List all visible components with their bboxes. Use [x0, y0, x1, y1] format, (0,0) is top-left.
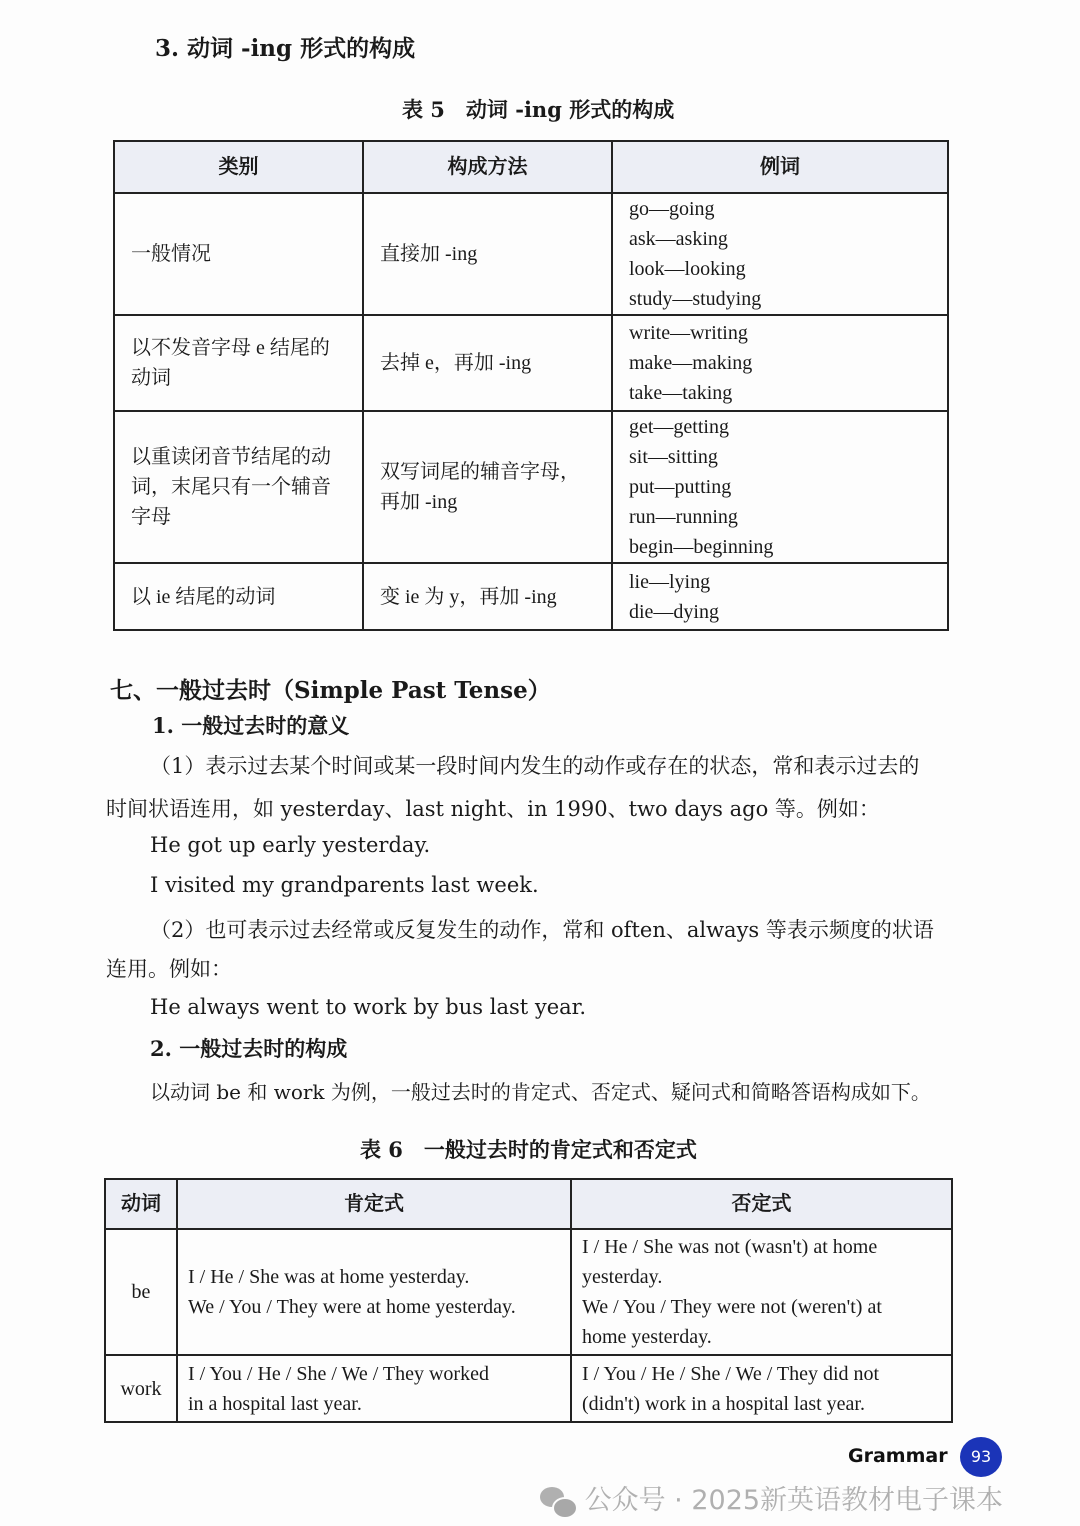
paragraph: （2）也可表示过去经常或反复发生的动作，常和 often、always 等表示频度的状语	[150, 918, 934, 942]
verb-cell: be	[105, 1229, 177, 1355]
example: lie—lying	[629, 570, 711, 593]
table-5-caption: 表 5 动词 -ing 形式的构成	[402, 97, 675, 122]
header-affirmative: 肯定式	[177, 1179, 571, 1229]
subheading-form: 2. 一般过去时的构成	[150, 1036, 348, 1061]
example: sit—sitting	[629, 446, 718, 468]
category-cell: 以 ie 结尾的动词	[114, 563, 363, 630]
header-examples: 例词	[612, 141, 948, 193]
examples-cell	[612, 563, 948, 630]
example-sentence: I visited my grandparents last week.	[150, 873, 539, 897]
example-sentence: He got up early yesterday.	[150, 833, 431, 857]
negative-cell	[571, 1229, 952, 1355]
watermark	[540, 1484, 1003, 1518]
table-5	[113, 140, 949, 631]
table-6	[104, 1178, 953, 1423]
sentence: I / He / She was at home yesterday.	[188, 1266, 470, 1288]
example: begin—beginning	[629, 536, 774, 558]
example: go—going	[629, 198, 715, 220]
wechat-icon	[540, 1487, 576, 1517]
table-row	[105, 1229, 952, 1355]
sentence: (didn't) work in a hospital last year.	[582, 1392, 865, 1415]
category-cell: 一般情况	[114, 193, 363, 315]
watermark-text: 公众号 · 2025新英语教材电子课本	[584, 1485, 1004, 1516]
header-category: 类别	[114, 141, 363, 193]
page-number: 93	[960, 1437, 1002, 1477]
example: put—putting	[629, 476, 732, 498]
table-row	[114, 411, 948, 563]
example-sentence: He always went to work by bus last year.	[150, 995, 587, 1019]
sentence: in a hospital last year.	[188, 1392, 362, 1415]
example: ask—asking	[629, 228, 728, 250]
method-cell: 去掉 e，再加 -ing	[363, 315, 612, 411]
subheading-meaning: 1. 一般过去时的意义	[152, 713, 350, 738]
sentence: I / You / He / She / We / They worked	[188, 1362, 489, 1385]
sentence: We / You / They were at home yesterday.	[188, 1296, 516, 1318]
paragraph: 以动词 be 和 work 为例，一般过去时的肯定式、否定式、疑问式和简略答语构成如下。	[150, 1080, 931, 1104]
sentence: home yesterday.	[582, 1326, 712, 1348]
examples-cell	[612, 411, 948, 563]
sentence: We / You / They were not (weren't) at	[582, 1296, 882, 1318]
affirmative-cell	[177, 1355, 571, 1422]
method-cell: 变 ie 为 y，再加 -ing	[363, 563, 612, 630]
examples-cell	[612, 315, 948, 411]
examples-cell	[612, 193, 948, 315]
table-row	[114, 563, 948, 630]
sentence: I / He / She was not (wasn't) at home	[582, 1236, 878, 1258]
negative-cell	[571, 1355, 952, 1422]
section-label: Grammar	[848, 1445, 948, 1467]
table-6-caption: 表 6 一般过去时的肯定式和否定式	[360, 1137, 697, 1162]
table-row	[114, 315, 948, 411]
example: run—running	[629, 506, 738, 528]
sentence: I / You / He / She / We / They did not	[582, 1362, 880, 1385]
paragraph: （1）表示过去某个时间或某一段时间内发生的动作或存在的状态，常和表示过去的	[150, 754, 920, 778]
example: die—dying	[629, 600, 719, 623]
paragraph: 时间状语连用，如 yesterday、last night、in 1990、two days ago 等。例如：	[106, 797, 880, 821]
method-cell: 直接加 -ing	[363, 193, 612, 315]
section-7-heading: 七、一般过去时（Simple Past Tense）	[110, 677, 551, 704]
verb-cell: work	[105, 1355, 177, 1422]
example: look—looking	[629, 258, 746, 280]
category-cell: 以不发音字母 e 结尾的动词	[114, 315, 363, 411]
category-cell: 以重读闭音节结尾的动词，末尾只有一个辅音字母	[114, 411, 363, 563]
header-method: 构成方法	[363, 141, 612, 193]
table-row	[105, 1355, 952, 1422]
header-verb: 动词	[105, 1179, 177, 1229]
example: study—studying	[629, 288, 762, 310]
example: make—making	[629, 352, 753, 374]
header-negative: 否定式	[571, 1179, 952, 1229]
table-row	[114, 193, 948, 315]
section-3-heading: 3. 动词 -ing 形式的构成	[155, 35, 416, 62]
paragraph: 连用。例如：	[106, 957, 232, 981]
example: get—getting	[629, 416, 729, 438]
example: take—taking	[629, 382, 733, 404]
example: write—writing	[629, 322, 748, 344]
sentence: yesterday.	[582, 1266, 663, 1288]
affirmative-cell	[177, 1229, 571, 1355]
method-cell: 双写词尾的辅音字母，再加 -ing	[363, 411, 612, 563]
